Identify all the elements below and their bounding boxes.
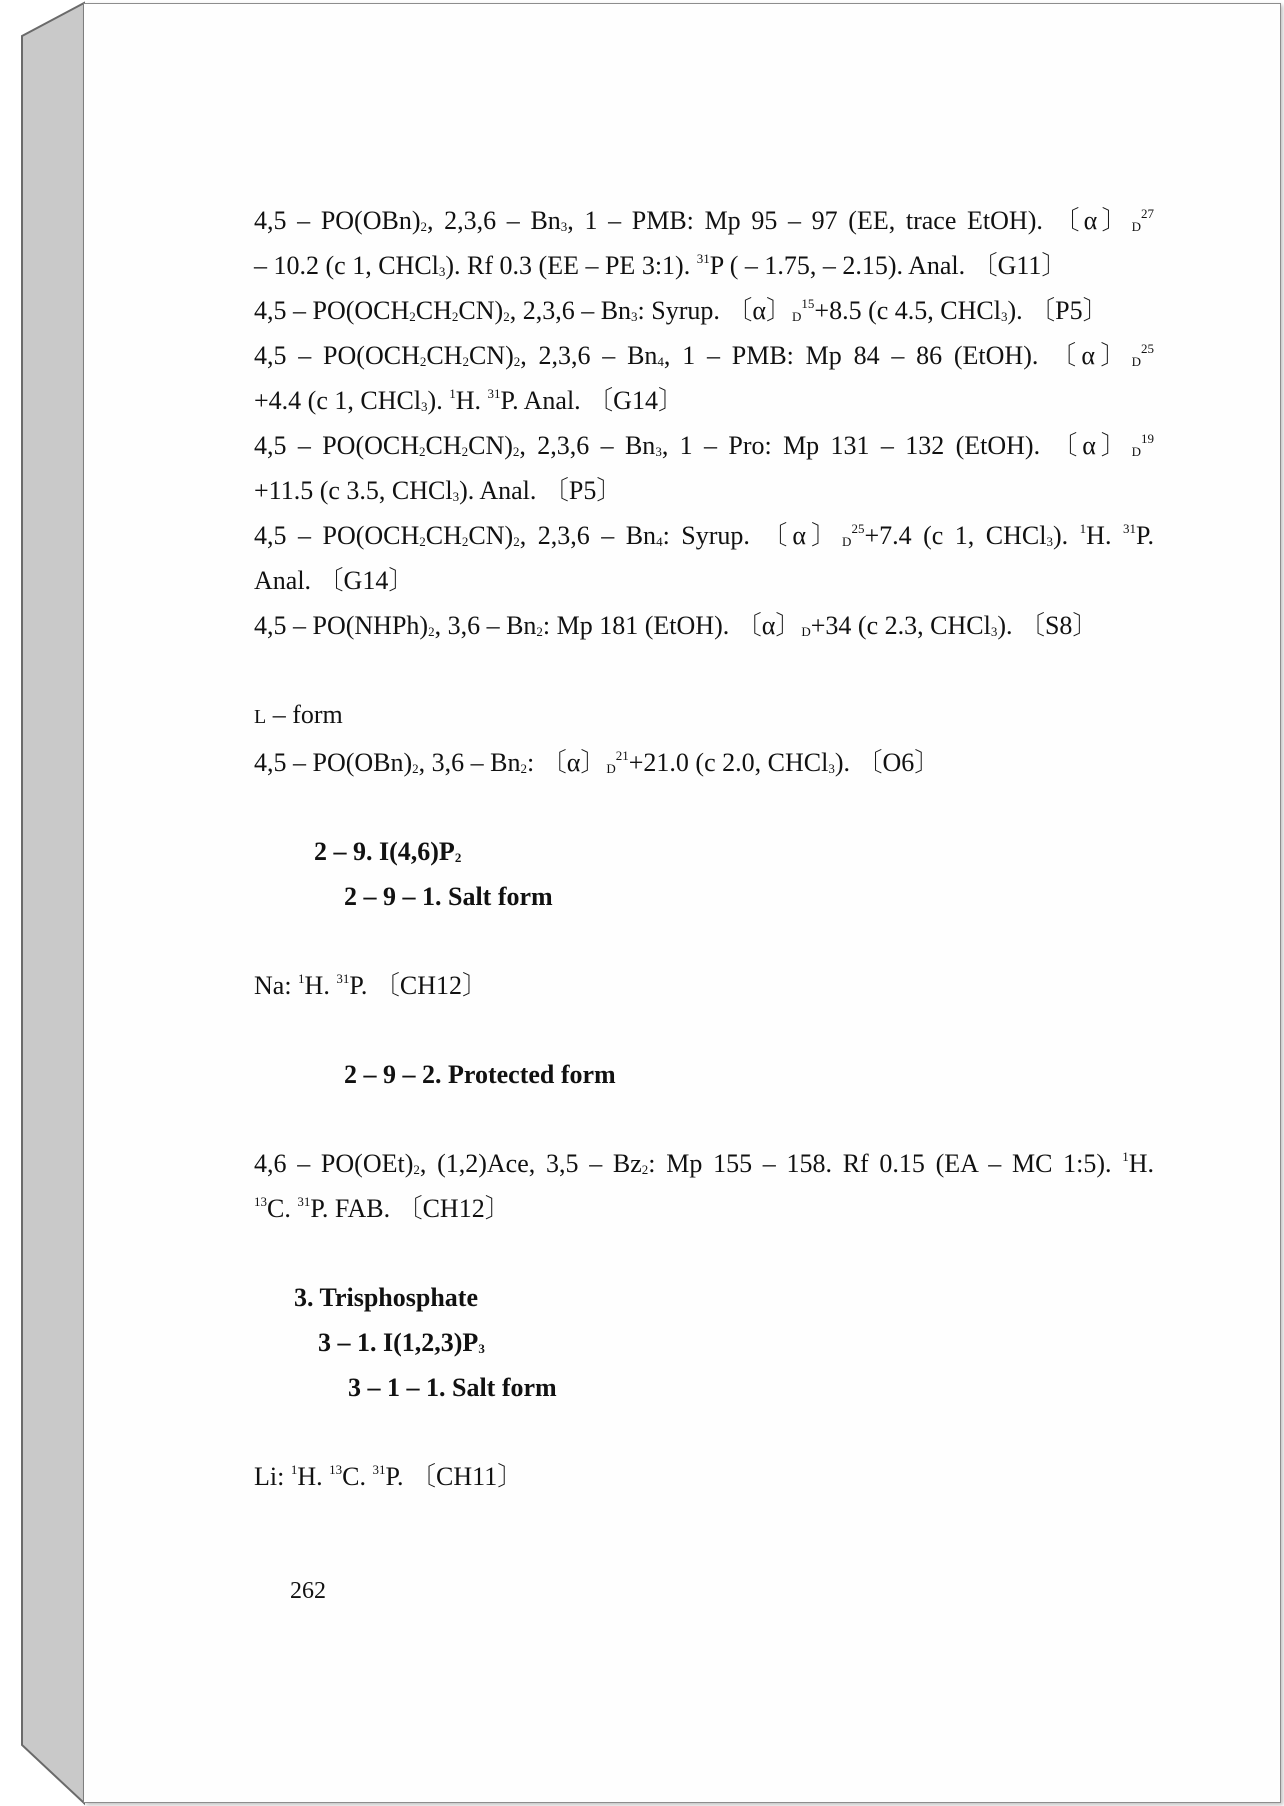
text-line: Na: $^1$H. $^{31}$P. 〔CH12〕 <box>254 971 489 1000</box>
subsection-heading: 3 – 1 – 1. Salt form <box>348 1373 557 1402</box>
spacer <box>254 1410 1154 1454</box>
text-line: L – form <box>254 700 343 729</box>
spacer <box>254 1008 1154 1052</box>
text-line: $4,5 - PO(OCH_2CH_2CN)_2$, $2,3,6 - Bn_4$: Syrup. 〔α〕$_D^{25}$+7.4 (c 1, CHCl$_3$). $^1$H. $^{31}$P. <box>254 521 1155 550</box>
text-line: +4.4 (c 1, CHCl$_3$). $^1$H. $^{31}$P. Anal. 〔G14〕 <box>254 386 684 415</box>
spacer <box>254 919 1154 963</box>
text-line: Anal. 〔G14〕 <box>254 566 415 595</box>
text-line: $4,5 - PO(NHPh)_2$, $3,6 - Bn_2$: Mp 181 (EtOH). 〔α〕$_D$+34 (c 2.3, CHCl$_3$). 〔S8〕 <box>254 611 1099 640</box>
text-line: $4,6 - PO(OEt)_2$, (1,2)Ace, $3,5 - Bz_2$: Mp 155 – 158. Rf 0.15 (EA – MC 1:5). $^1$H. <box>254 1149 1154 1178</box>
page-content <box>254 198 1154 1499</box>
subsection-heading: 2 – 9 – 2. Protected form <box>344 1060 616 1089</box>
section-heading: 3. Trisphosphate <box>294 1283 478 1312</box>
spacer <box>254 648 1154 692</box>
text-line: $^{13}$C. $^{31}$P. FAB. 〔CH12〕 <box>254 1194 511 1223</box>
section-heading: 2 – 9. $I(4,6)P_2$ <box>314 837 462 866</box>
text-line: $4,5 - PO(OBn)_2$, $3,6 - Bn_2$: 〔α〕$_D^{21}$+21.0 (c 2.0, CHCl$_3$). 〔O6〕 <box>254 748 941 777</box>
section-heading: 3 – 1. $I(1,2,3)P_3$ <box>318 1328 485 1357</box>
subsection-heading: 2 – 9 – 1. Salt form <box>344 882 553 911</box>
text-line: – 10.2 (c 1, CHCl$_3$). Rf 0.3 (EE – PE 3:1). $^{31}$P ( – 1.75, – 2.15). Anal. 〔G11〕 <box>254 251 1068 280</box>
spacer <box>254 785 1154 829</box>
text-line: $4,5 - PO(OCH_2CH_2CN)_2$, $2,3,6 - Bn_3$, 1 – Pro: Mp 131 – 132 (EtOH). 〔α〕$_D^{19}$ <box>254 431 1154 460</box>
text-line: $4,5 - PO(OCH_2CH_2CN)_2$, $2,3,6 - Bn_3$: Syrup. 〔α〕$_D^{15}$+8.5 (c 4.5, CHCl$_3$). 〔P5〕 <box>254 296 1109 325</box>
page-number: 262 <box>290 1578 326 1604</box>
text-line: Li: $^1$H. $^{13}$C. $^{31}$P. 〔CH11〕 <box>254 1462 524 1491</box>
text-line: $4,5 - PO(OBn)_2$, $2,3,6 - Bn_3$, 1 – PMB: Mp 95 – 97 (EE, trace EtOH). 〔α〕$_D^{27}$ <box>254 206 1154 235</box>
book-spine-edge <box>0 0 90 1806</box>
text-line: $4,5 - PO(OCH_2CH_2CN)_2$, $2,3,6 - Bn_4$, 1 – PMB: Mp 84 – 86 (EtOH). 〔α〕$_D^{25}$ <box>254 341 1154 370</box>
text-line: +11.5 (c 3.5, CHCl$_3$). Anal. 〔P5〕 <box>254 476 623 505</box>
spacer <box>254 1097 1154 1141</box>
spacer <box>254 1231 1154 1275</box>
